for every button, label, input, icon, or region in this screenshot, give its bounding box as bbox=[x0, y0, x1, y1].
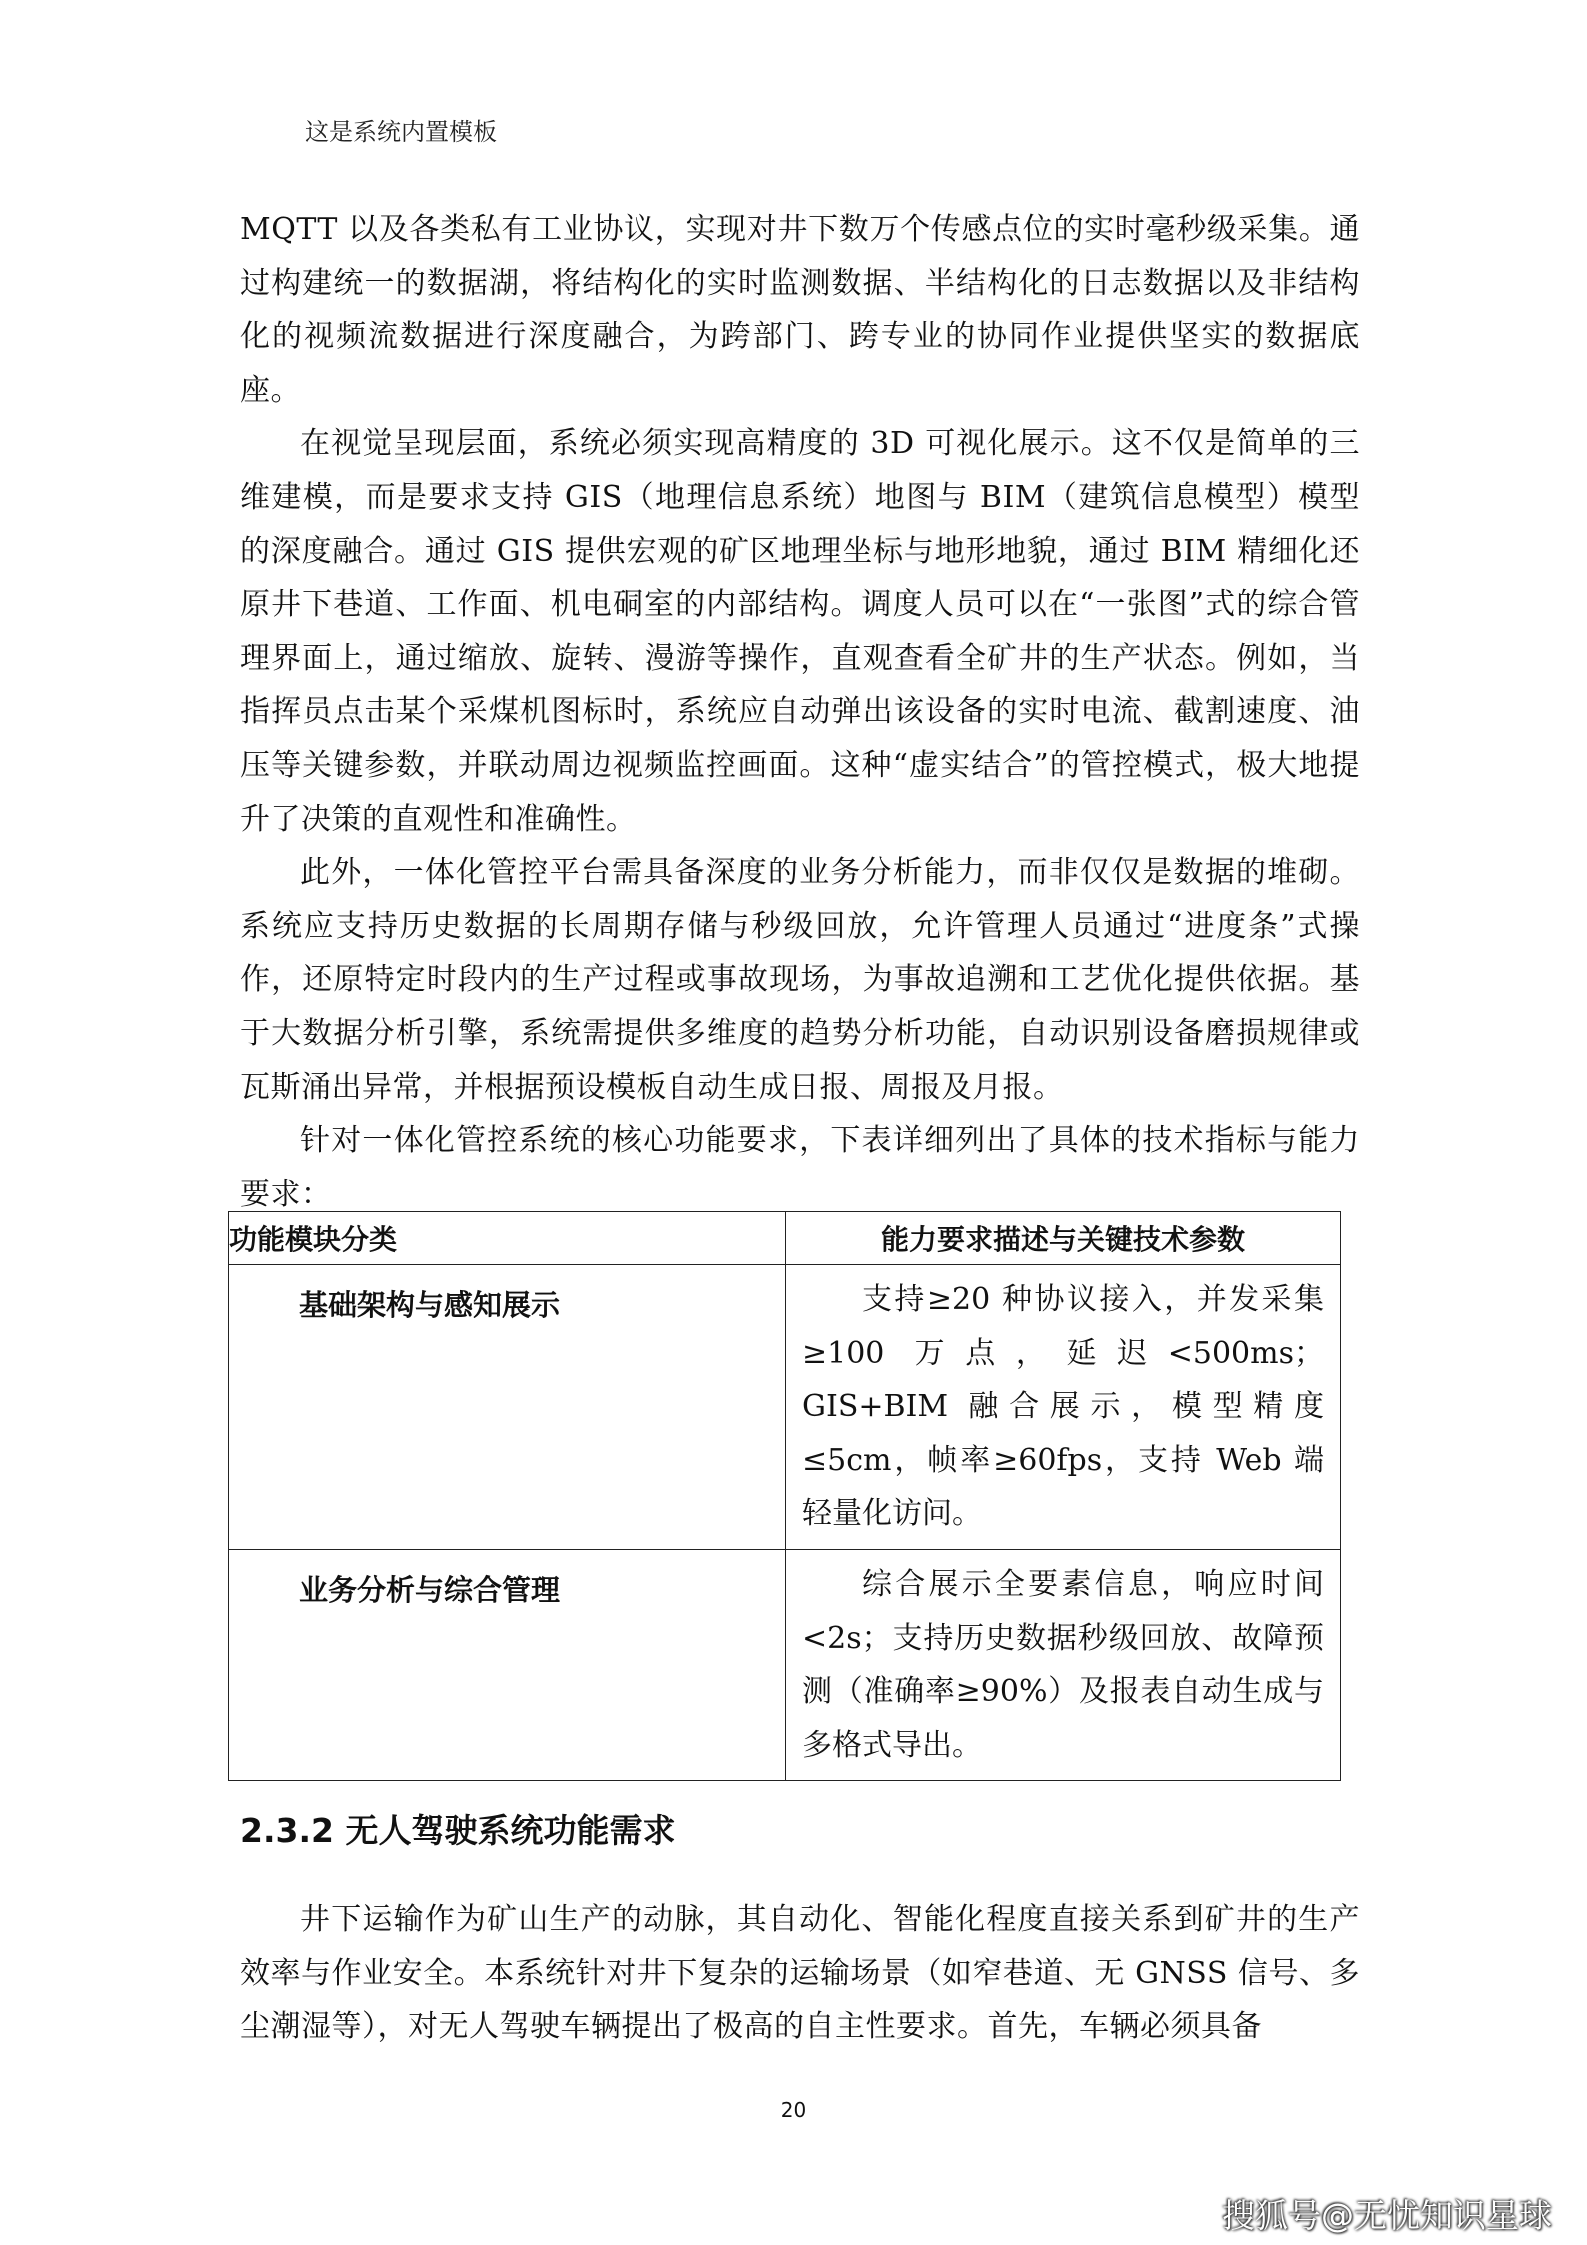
paragraph-visualization: 在视觉呈现层面，系统必须实现高精度的 3D 可视化展示。这不仅是简单的三维建模，而是要求支持 GIS（地理信息系统）地图与 BIM（建筑信息模型）模型的深度融合。通过 GIS 提供宏观的矿区地理坐标与地形地貌，通过 BIM 精细化还原井下巷道、工作面、机电硐室的内部结构。调度人员可以在“一张图”式的综合管理界面上，通过缩放、旋转、漫游等操作，直观查看全矿井的生产状态。例如，当指挥员点击某个采煤机图标时，系统应自动弹出该设备的实时电流、截割速度、油压等关键参数，并联动周边视频监控画面。这种“虚实结合”的管控模式，极大地提升了决策的直观性和准确性。 bbox=[240, 426, 1361, 837]
paragraph-table-intro: 针对一体化管控系统的核心功能要求，下表详细列出了具体的技术指标与能力要求： bbox=[240, 1123, 1360, 1212]
table-row bbox=[229, 1549, 1341, 1780]
page-number: 20 bbox=[780, 2098, 807, 2122]
page-header: 这是系统内置模板 bbox=[305, 118, 497, 146]
table-row bbox=[229, 1265, 1341, 1550]
table-cell-category: 基础架构与感知展示 bbox=[229, 1265, 786, 1550]
paragraph-analysis: 此外，一体化管控平台需具备深度的业务分析能力，而非仅仅是数据的堆砌。系统应支持历史数据的长周期存储与秒级回放，允许管理人员通过“进度条”式操作，还原特定时段内的生产过程或事故现场，为事故追溯和工艺优化提供依据。基于大数据分析引擎，系统需提供多维度的趋势分析功能，自动识别设备磨损规律或瓦斯涌出异常，并根据预设模板自动生成日报、周报及月报。 bbox=[240, 855, 1360, 1105]
table-cell-category: 业务分析与综合管理 bbox=[229, 1549, 786, 1780]
body-text-block bbox=[240, 203, 1360, 1221]
requirements-table bbox=[228, 1211, 1341, 1781]
table-header-description: 能力要求描述与关键技术参数 bbox=[786, 1212, 1341, 1265]
table-cell-description: 综合展示全要素信息，响应时间<2s；支持历史数据秒级回放、故障预测（准确率≥90%）及报表自动生成与多格式导出。 bbox=[786, 1549, 1341, 1780]
watermark: 搜狐号@无忧知识星球 bbox=[1222, 2196, 1552, 2235]
paragraph-section: 井下运输作为矿山生产的动脉，其自动化、智能化程度直接关系到矿井的生产效率与作业安全。本系统针对井下复杂的运输场景（如窄巷道、无 GNSS 信号、多尘潮湿等），对无人驾驶车辆提出了极高的自主性要求。首先，车辆必须具备 bbox=[240, 1902, 1360, 2045]
paragraph-continuation: MQTT 以及各类私有工业协议，实现对井下数万个传感点位的实时毫秒级采集。通过构建统一的数据湖，将结构化的实时监测数据、半结构化的日志数据以及非结构化的视频流数据进行深度融合，为跨部门、跨专业的协同作业提供坚实的数据底座。 bbox=[240, 212, 1360, 408]
table-header-row bbox=[229, 1212, 1341, 1265]
section-body bbox=[240, 1893, 1360, 2054]
section-title: 2.3.2 无人驾驶系统功能需求 bbox=[240, 1811, 676, 1850]
table-header-category: 功能模块分类 bbox=[229, 1212, 786, 1265]
table-cell-description: 支持≥20 种协议接入，并发采集≥100 万点，延迟<500ms；GIS+BIM 融合展示，模型精度≤5cm，帧率≥60fps，支持 Web 端轻量化访问。 bbox=[786, 1265, 1341, 1550]
